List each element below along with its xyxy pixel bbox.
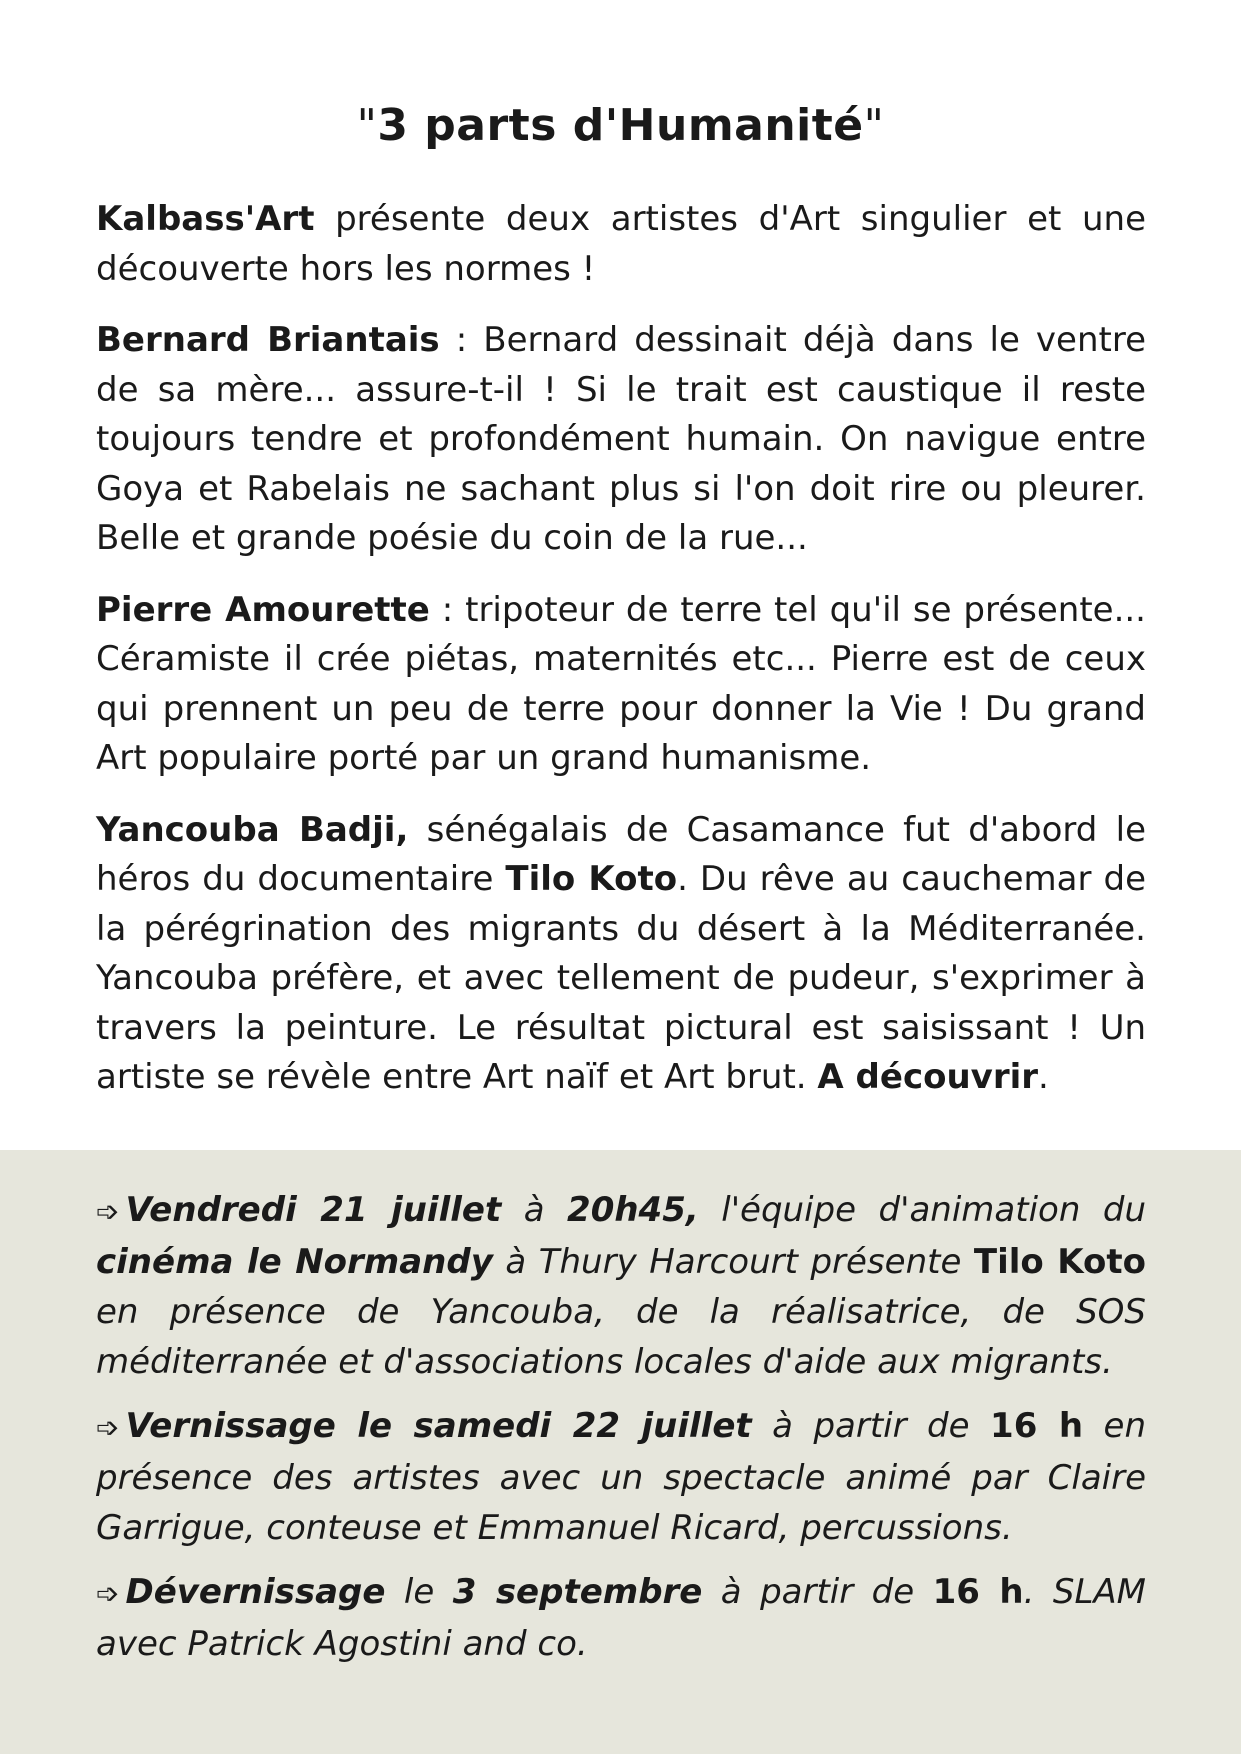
title-text: 3 parts d'Humanité bbox=[377, 100, 864, 151]
artist-paragraph-briantais bbox=[96, 316, 1146, 564]
event-text: l'équipe d'animation du bbox=[698, 1190, 1147, 1230]
artist-name: Yancouba Badji, bbox=[96, 809, 409, 850]
intro-text: présente deux artistes d'Art singulier et une découverte hors les normes ! bbox=[96, 199, 1146, 289]
event-text: à bbox=[501, 1190, 568, 1230]
artist-name: Bernard Briantais bbox=[96, 320, 440, 360]
film-title: Tilo Koto bbox=[505, 859, 678, 899]
event-film: Tilo Koto bbox=[973, 1242, 1146, 1282]
event-label: Vernissage le samedi 22 juillet bbox=[125, 1406, 752, 1446]
event-venue: cinéma le Normandy bbox=[96, 1242, 493, 1282]
artist-paragraph-badji bbox=[96, 806, 1146, 1103]
gallery-name: Kalbass'Art bbox=[96, 199, 315, 239]
event-text: . SLAM avec Patrick Agostini and co. bbox=[96, 1572, 1146, 1664]
arrow-right-icon: ➩ bbox=[96, 1195, 120, 1228]
artist-text: sénégalais de Casamance fut d'abord le héros du documentaire bbox=[96, 809, 1147, 899]
intro-paragraph bbox=[96, 195, 1146, 294]
page-title bbox=[0, 100, 1241, 153]
event-devernissage bbox=[96, 1567, 1146, 1669]
artist-paragraph-amourette bbox=[96, 586, 1146, 784]
event-text: à partir de bbox=[751, 1406, 991, 1446]
events-list bbox=[96, 1185, 1146, 1683]
artist-name: Pierre Amourette bbox=[96, 589, 430, 630]
arrow-right-icon: ➩ bbox=[96, 1411, 120, 1444]
event-text: en présence des artistes avec un spectacle animé par Claire Garrigue, conteuse et Emmanuel Ricard, percussions. bbox=[96, 1406, 1147, 1548]
arrow-right-icon: ➩ bbox=[96, 1577, 120, 1610]
event-time: 20h45, bbox=[567, 1190, 699, 1230]
title-open-quote: " bbox=[356, 100, 378, 151]
event-text: à partir de bbox=[702, 1572, 933, 1612]
event-date: Vendredi 21 juillet bbox=[125, 1190, 502, 1230]
closing-period: . bbox=[1038, 1057, 1049, 1097]
artist-text: . Du rêve au cauchemar de la pérégrination des migrants du désert à la Méditerranée. Yancouba préfère, et avec tellement de pudeur, s'exprimer à travers la peinture. Le résultat pictural est saisissant ! Un artiste se révèle entre Art naïf et Art brut. bbox=[96, 859, 1146, 1097]
artist-text: : tripoteur de terre tel qu'il se présente... Céramiste il crée piétas, maternités etc... Pierre est de ceux qui prennent un peu de terre pour donner la Vie ! Du grand Art populaire porté par un grand humanisme. bbox=[96, 589, 1146, 778]
event-screening bbox=[96, 1185, 1146, 1387]
closing-call: A découvrir bbox=[817, 1057, 1039, 1097]
title-close-quote: " bbox=[863, 100, 885, 151]
event-date: 3 septembre bbox=[452, 1572, 703, 1612]
event-vernissage bbox=[96, 1401, 1146, 1553]
event-label: Dévernissage bbox=[125, 1572, 386, 1612]
event-text: en présence de Yancouba, de la réalisatrice, de SOS méditerranée et d'associations locales d'aide aux migrants. bbox=[96, 1292, 1146, 1382]
event-text: à Thury Harcourt présente bbox=[492, 1242, 974, 1282]
artist-text: : Bernard dessinait déjà dans le ventre de sa mère... assure-t-il ! Si le trait est caustique il reste toujours tendre et profondément humain. On navigue entre Goya et Rabelais ne sachant plus si l'on doit rire ou pleurer. Belle et grande poésie du coin de la rue... bbox=[96, 320, 1146, 558]
event-time: 16 h bbox=[990, 1406, 1084, 1446]
artist-descriptions bbox=[96, 195, 1146, 1125]
event-time: 16 h bbox=[932, 1572, 1024, 1612]
event-text: le bbox=[385, 1572, 453, 1612]
